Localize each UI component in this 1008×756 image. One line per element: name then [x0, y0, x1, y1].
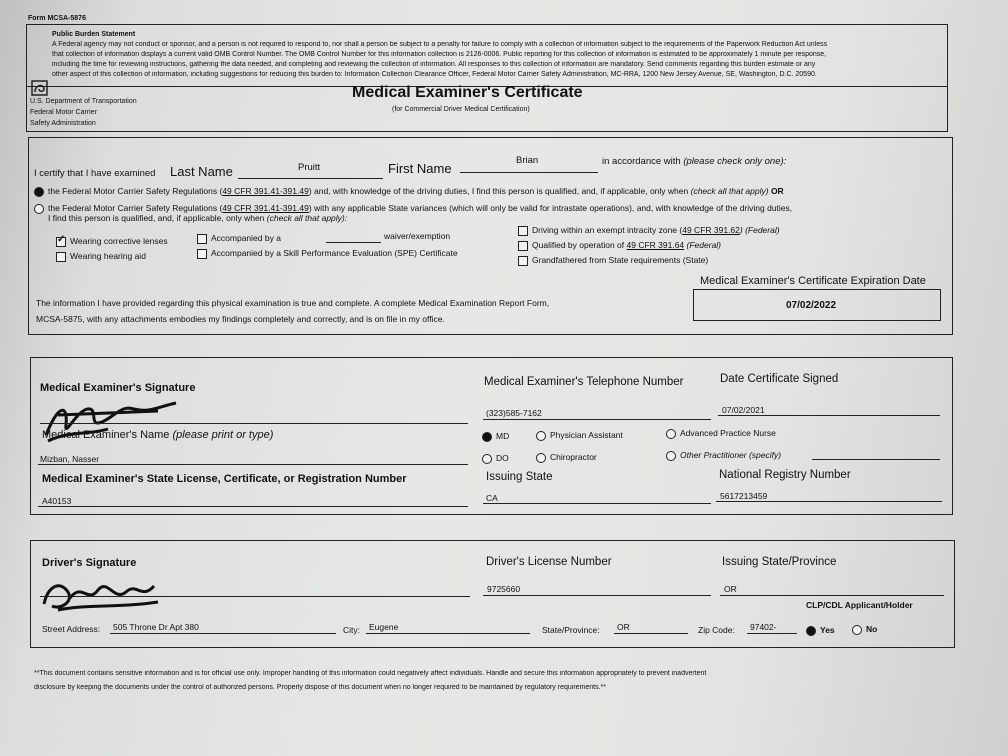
chiro-label: Chiropractor: [550, 452, 597, 462]
intracity-cite[interactable]: 49 CFR 391.62: [682, 225, 740, 235]
examiner-phone-value[interactable]: (323)585-7162: [486, 408, 542, 418]
spe-label: Accompanied by a Skill Performance Evaluation (SPE) Certificate: [211, 248, 458, 258]
last-name-label: Last Name: [170, 164, 233, 179]
driver-state-line: [720, 595, 944, 596]
license-line: [38, 506, 468, 507]
city-label: City:: [343, 625, 360, 635]
condition-corrective-lenses[interactable]: [56, 236, 168, 247]
issuing-state-line: [483, 503, 711, 504]
condition-hearing-aid[interactable]: [56, 251, 146, 262]
corrective-lenses-checkbox[interactable]: [56, 237, 66, 247]
footer-line-1: **This document contains sensitive information and is for official use only. Improper handling of this information could negatively affect individuals. Handle and secure this information appropriately to prevent inadvertent: [34, 670, 707, 677]
zip-label: Zip Code:: [698, 625, 735, 635]
option-federal-text-a: the Federal Motor Carrier Safety Regulations (: [48, 186, 223, 196]
apn-label: Advanced Practice Nurse: [680, 428, 776, 438]
examiner-phone-line: [483, 419, 711, 420]
driver-state-value[interactable]: OR: [724, 584, 737, 594]
attest-line-2: MCSA-5875, with any attachments embodies my findings completely and correctly, and is on file in my office.: [36, 314, 445, 324]
certify-suffix: [602, 156, 786, 167]
certify-suffix-text: in accordance with: [602, 156, 681, 167]
qualified-cite[interactable]: 49 CFR 391.64: [626, 240, 685, 250]
attest-line-1: The information I have provided regarding this physical examination is true and complete. A complete Medical Examination Report Form,: [36, 298, 550, 308]
city-line: [366, 633, 530, 634]
certify-suffix-note: (please check only one):: [683, 156, 787, 167]
spe-checkbox[interactable]: [197, 249, 207, 259]
examiner-name-line: [38, 464, 468, 465]
city-value[interactable]: Eugene: [369, 622, 399, 632]
driver-state-label: Issuing State/Province: [722, 556, 837, 568]
driver-license-line: [483, 595, 711, 596]
examiner-name-value[interactable]: Mizban, Nasser: [40, 454, 100, 464]
clp-yes-label: Yes: [820, 625, 835, 635]
agency-line-3: Safety Administration: [30, 120, 96, 127]
option-state-text-a: the Federal Motor Carrier Safety Regulations (: [48, 203, 223, 213]
license-value[interactable]: A40153: [42, 496, 72, 506]
waiver-line: [326, 242, 381, 243]
driver-signature-label: Driver's Signature: [42, 557, 137, 569]
grandfathered-label: Grandfathered from State requirements (State): [532, 255, 709, 265]
waiver-label-b: waiver/exemption: [384, 231, 451, 241]
last-name-line: [238, 178, 383, 179]
registry-label: National Registry Number: [719, 469, 851, 481]
examiner-name-label-text: Medical Examiner's Name: [42, 429, 170, 441]
apn-radio[interactable]: [666, 429, 676, 439]
md-label: MD: [496, 431, 510, 441]
md-radio[interactable]: [482, 432, 492, 442]
other-specify-line: [812, 459, 940, 460]
qualified-label-a: Qualified by operation of: [532, 240, 627, 250]
credential-pa[interactable]: [536, 430, 623, 441]
option-federal-text-b: ) and, with knowledge of the driving duties, I find this person is qualified, and, if applicable, only when: [308, 186, 689, 196]
pa-label: Physician Assistant: [550, 430, 623, 440]
stprov-line: [614, 633, 688, 634]
examiner-signature-line: [40, 423, 468, 424]
condition-spe[interactable]: [197, 248, 458, 259]
intracity-label-a: Driving within an exempt intracity zone (: [532, 225, 683, 235]
first-name-line: [460, 172, 598, 173]
other-label: Other Practitioner (specify): [680, 450, 782, 460]
stprov-label: State/Province:: [542, 625, 600, 635]
examiner-name-label: [42, 429, 273, 441]
first-name-value[interactable]: Brian: [516, 155, 539, 166]
credential-chiro[interactable]: [536, 452, 597, 463]
last-name-value[interactable]: Pruitt: [298, 162, 321, 173]
burden-line-2: that collection of information displays a current valid OMB Control Number. The OMB Control Number for this information collection is 2126-0006. Public reporting for this collection of information is estimated to be approximately 1 minute per response,: [52, 51, 827, 58]
burden-line-1: A Federal agency may not conduct or sponsor, and a person is not required to respond to, nor shall a person be subject to a penalty for failure to comply with a collection of information subject to the requirements of the Paperwork Reduction Act unless: [52, 41, 828, 48]
option-state-line-2: [48, 213, 347, 223]
clp-yes-radio[interactable]: [806, 626, 816, 636]
option-state-note: (check all that apply):: [266, 213, 348, 223]
option-state-cite[interactable]: 49 CFR 391.41-391.49: [222, 203, 309, 213]
option-state-radio[interactable]: [34, 204, 44, 214]
zip-value[interactable]: 97402-: [750, 622, 777, 632]
condition-waiver[interactable]: [197, 233, 281, 244]
corrective-lenses-label: Wearing corrective lenses: [70, 236, 168, 246]
qualified-label-b: (Federal): [684, 240, 722, 250]
page-subtitle: (for Commercial Driver Medical Certification): [392, 106, 530, 113]
do-radio[interactable]: [482, 454, 492, 464]
clp-label: CLP/CDL Applicant/Holder: [806, 600, 913, 610]
burden-title: Public Burden Statement: [52, 31, 136, 38]
credential-other[interactable]: [666, 450, 781, 461]
option-federal-note: (check all that apply): [690, 186, 769, 196]
clp-yes[interactable]: [806, 625, 835, 636]
street-value[interactable]: 505 Throne Dr Apt 380: [113, 622, 199, 632]
waiver-label-a: Accompanied by a: [211, 233, 281, 243]
qualified-checkbox[interactable]: [518, 241, 528, 251]
page-title: Medical Examiner's Certificate: [352, 84, 583, 101]
driver-license-label: Driver's License Number: [486, 556, 612, 568]
date-signed-value[interactable]: 07/02/2021: [722, 405, 765, 415]
pa-radio[interactable]: [536, 431, 546, 441]
clp-no-radio[interactable]: [852, 625, 862, 635]
driver-license-value[interactable]: 9725660: [487, 584, 521, 594]
issuing-state-value[interactable]: CA: [486, 493, 498, 503]
license-label: Medical Examiner's State License, Certificate, or Registration Number: [42, 473, 407, 485]
hearing-aid-checkbox[interactable]: [56, 252, 66, 262]
other-radio[interactable]: [666, 451, 676, 461]
option-federal-or: OR: [770, 186, 784, 196]
street-line: [110, 633, 336, 634]
option-federal[interactable]: [34, 186, 784, 197]
dot-logo-icon: [31, 80, 49, 97]
intracity-checkbox[interactable]: [518, 226, 528, 236]
credential-md[interactable]: [482, 431, 509, 442]
examiner-phone-label: Medical Examiner's Telephone Number: [484, 376, 684, 388]
expiration-value[interactable]: 07/02/2022: [786, 300, 837, 311]
registry-value[interactable]: 5617213459: [720, 491, 768, 501]
driver-signature-line: [40, 596, 470, 597]
form-id: Form MCSA-5876: [28, 15, 86, 22]
credential-do[interactable]: [482, 453, 509, 464]
stprov-value[interactable]: OR: [617, 622, 630, 632]
agency-line-1: U.S. Department of Transportation: [30, 98, 137, 105]
street-label: Street Address:: [42, 624, 101, 634]
intracity-label-b: ) (Federal): [739, 225, 780, 235]
grandfathered-checkbox[interactable]: [518, 256, 528, 266]
hearing-aid-label: Wearing hearing aid: [70, 251, 146, 261]
credential-apn[interactable]: [666, 428, 776, 439]
footer-line-2: disclosure by keeping the documents under the control of authorized persons. Properly dispose of this document when no longer required to be maintained by regulatory requirements.**: [34, 684, 607, 691]
agency-line-2: Federal Motor Carrier: [30, 109, 97, 116]
zip-line: [747, 633, 797, 634]
option-state-text-b: ) with any applicable State variances (which will only be valid for intrastate operations), and, with knowledge of the driving duties,: [308, 203, 793, 213]
clp-no-label: No: [866, 624, 878, 634]
issuing-state-label: Issuing State: [486, 471, 553, 483]
option-state-text-c: I find this person is qualified, and, if applicable, only when: [48, 213, 265, 223]
option-federal-radio[interactable]: [34, 187, 44, 197]
first-name-label: First Name: [388, 161, 452, 176]
examiner-signature-label: Medical Examiner's Signature: [40, 382, 196, 394]
examiner-name-note: (please print or type): [172, 429, 274, 441]
registry-line: [716, 501, 942, 502]
burden-line-3: including the time for reviewing instructions, gathering the data needed, and completing and reviewing the collection of information. All responses to this collection of information are mandatory. Send comments regarding this burden estimate or any: [52, 61, 816, 68]
condition-intracity[interactable]: [518, 225, 780, 236]
certify-prefix: I certify that I have examined: [34, 168, 156, 179]
chiro-radio[interactable]: [536, 453, 546, 463]
driver-signature-image: [38, 568, 178, 618]
waiver-checkbox[interactable]: [197, 234, 207, 244]
do-label: DO: [496, 453, 509, 463]
expiration-label: Medical Examiner's Certificate Expiration Date: [700, 275, 926, 287]
date-signed-line: [718, 415, 940, 416]
burden-line-4: other aspect of this collection of information, including suggestions for reducing this burden to: Information Collection Clearance Officer, Federal Motor Carrier Safety Administration, MC-RRA, 1200 New Jersey Avenue, SE, Washington, D.C. 20590.: [52, 71, 817, 78]
clp-no[interactable]: [852, 624, 877, 635]
condition-grandfathered[interactable]: [518, 255, 708, 266]
option-federal-cite[interactable]: 49 CFR 391.41-391.49: [222, 186, 309, 196]
date-signed-label: Date Certificate Signed: [720, 373, 839, 385]
condition-qualified[interactable]: [518, 240, 721, 251]
